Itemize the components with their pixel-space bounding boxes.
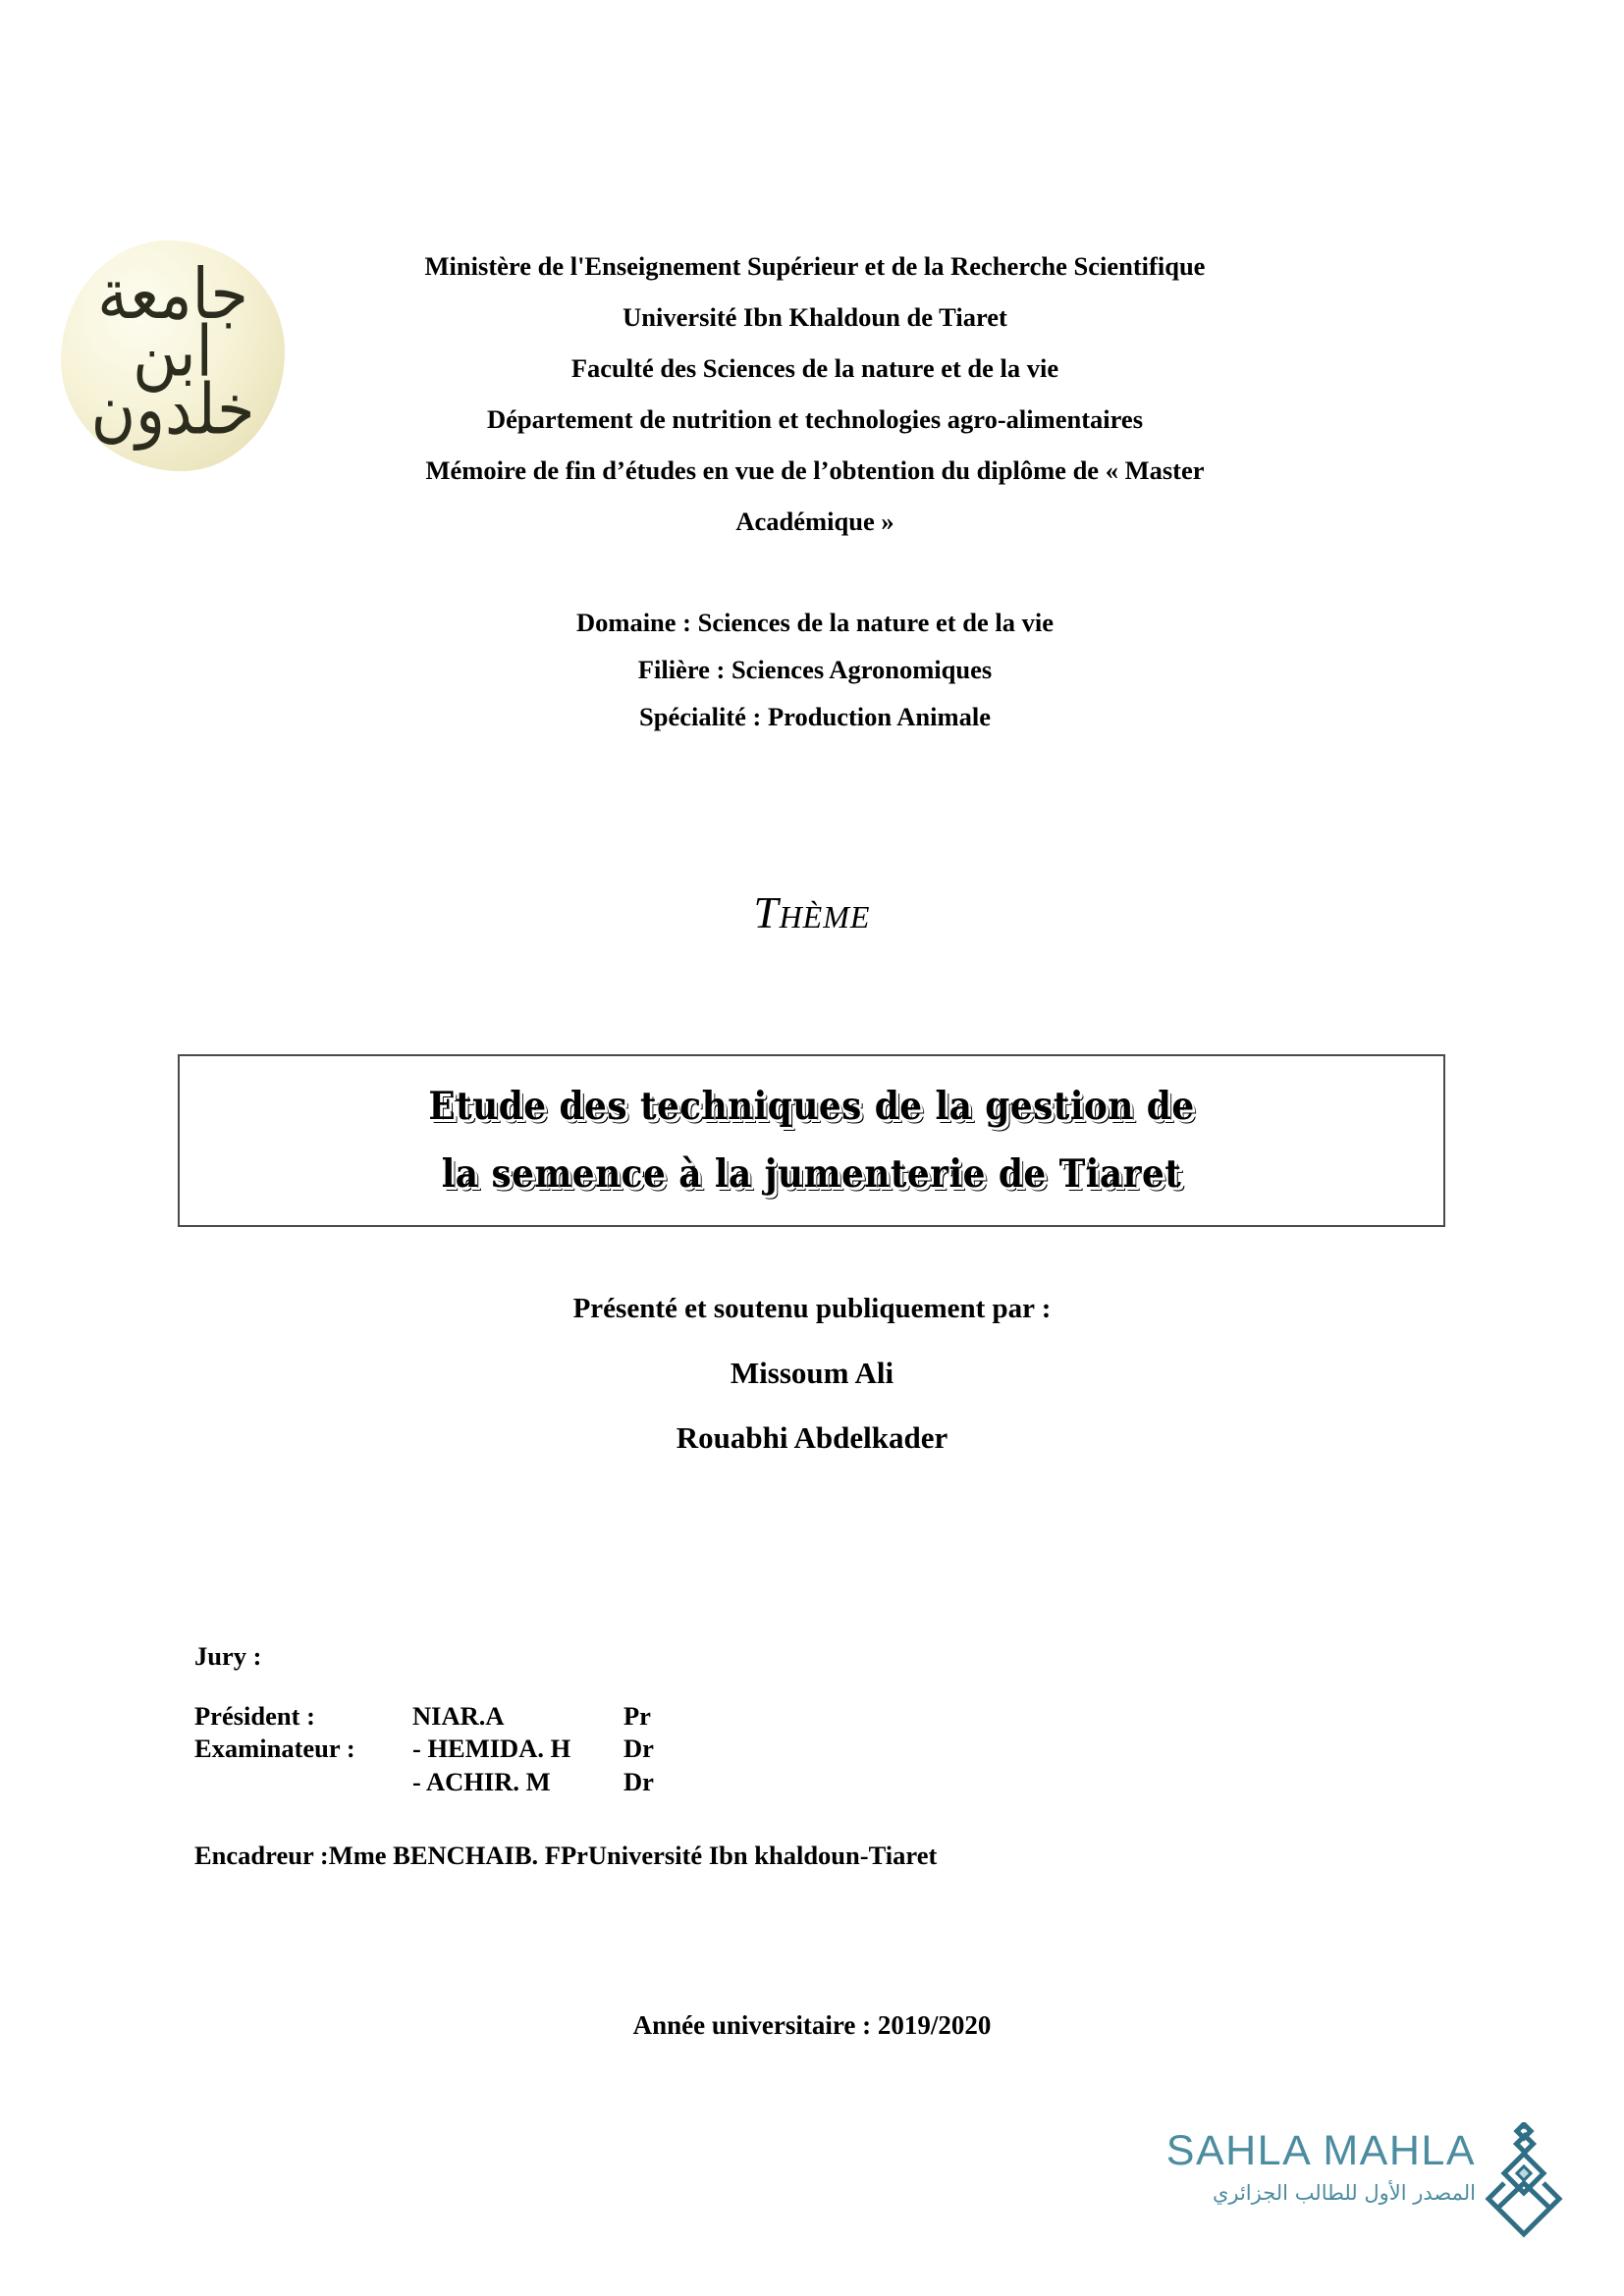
jury-member-role: Président :: [194, 1700, 315, 1731]
thesis-title-line-2: la semence à la jumenterie de Tiaret: [441, 1150, 1182, 1197]
program-specialite: Spécialité : Production Animale: [639, 702, 991, 731]
authors-intro: Présenté et soutenu publiquement par :: [572, 1293, 1052, 1324]
jury-member-name: - ACHIR. M: [412, 1766, 551, 1796]
jury-block: [194, 1641, 1373, 1872]
program-filiere: Filière : Sciences Agronomiques: [637, 655, 993, 684]
institution-line-ministry: Ministère de l'Enseignement Supérieur et de la Recherche Scientifique: [424, 251, 1206, 281]
watermark-text: [1105, 2127, 1476, 2206]
header-block: [0, 240, 1624, 536]
thesis-title-line-1: Etude des techniques de la gestion de: [428, 1084, 1195, 1129]
sahla-mahla-watermark: [1105, 2118, 1566, 2251]
university-logo-calligraphy: جامعة ابن خلدون: [90, 252, 255, 451]
institution-line-university: Université Ibn Khaldoun de Tiaret: [623, 302, 1007, 332]
jury-heading: Jury :: [194, 1641, 262, 1671]
thesis-title-box: [178, 1054, 1445, 1227]
program-block: [295, 599, 1335, 740]
supervisor-name: Mme BENCHAIB. F: [328, 1840, 561, 1870]
supervisor-role: Encadreur :: [194, 1840, 329, 1870]
theme-label: Thème: [753, 888, 871, 937]
supervisor-grade: Pr: [560, 1840, 588, 1870]
institution-line-department: Département de nutrition et technologies agro-alimentaires: [486, 404, 1144, 434]
institution-line-memoire: Mémoire de fin d’études en vue de l’obtention du diplôme de « Master: [425, 455, 1205, 485]
jury-member-role: Examinateur :: [194, 1734, 355, 1764]
academic-year: Année universitaire : 2019/2020: [632, 2010, 992, 2040]
institution-line-academique: Académique »: [735, 507, 894, 536]
jury-member-grade: Pr: [623, 1700, 651, 1731]
jury-member-name: NIAR.A: [412, 1700, 505, 1731]
jury-member-row: [194, 1766, 1373, 1798]
jury-member-grade: Dr: [623, 1734, 654, 1764]
authors-block: [0, 1292, 1624, 1456]
program-domaine: Domaine : Sciences de la nature et de la vie: [575, 608, 1054, 637]
supervisor-row: [194, 1840, 1373, 1872]
university-logo: [61, 240, 285, 471]
jury-member-grade: Dr: [623, 1766, 654, 1796]
jury-member-row: [194, 1700, 1373, 1733]
jury-member-row: [194, 1733, 1373, 1765]
author-name-1: Missoum Ali: [730, 1355, 894, 1390]
sahla-mahla-logo-icon: [1482, 2122, 1566, 2238]
jury-member-role: [194, 1766, 412, 1798]
jury-member-list: [194, 1700, 1373, 1798]
author-name-2: Rouabhi Abdelkader: [676, 1419, 948, 1455]
institution-lines: [295, 240, 1335, 547]
watermark-brand-name: SAHLA MAHLA: [1165, 2127, 1476, 2174]
supervisor-affiliation: Université Ibn khaldoun-Tiaret: [587, 1840, 938, 1870]
watermark-subtitle: المصدر الأول للطالب الجزائري: [1212, 2181, 1476, 2205]
jury-member-name: - HEMIDA. H: [412, 1734, 571, 1764]
institution-line-faculty: Faculté des Sciences de la nature et de la vie: [570, 353, 1059, 383]
